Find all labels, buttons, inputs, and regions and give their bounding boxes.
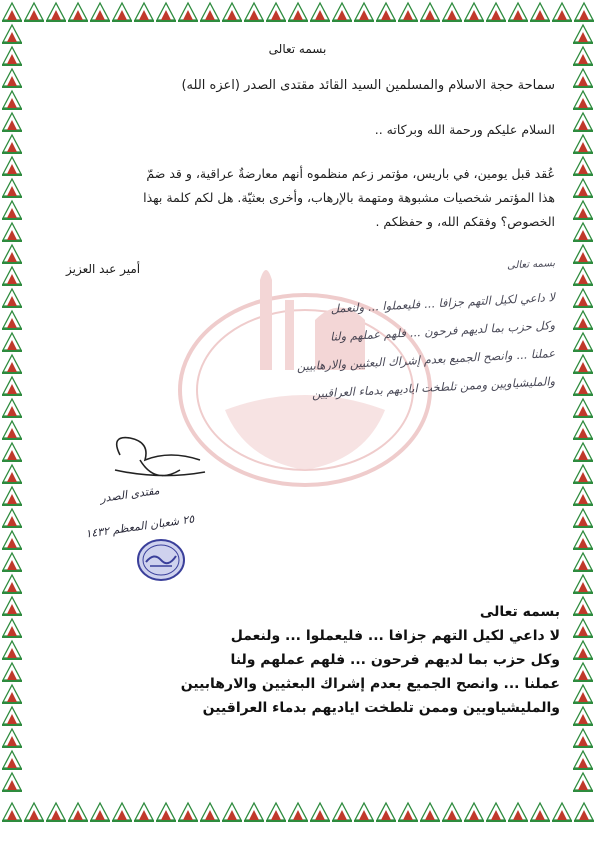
border-motif (2, 465, 22, 484)
border-motif (134, 803, 154, 822)
border-motif (156, 3, 176, 22)
border-motif (2, 113, 22, 132)
page-border-top (0, 0, 595, 24)
border-motif (573, 311, 593, 330)
border-motif (2, 311, 22, 330)
border-motif (573, 157, 593, 176)
border-motif (464, 803, 484, 822)
border-motif (573, 399, 593, 418)
border-motif (464, 3, 484, 22)
border-motif (2, 553, 22, 572)
border-motif (288, 803, 308, 822)
handwritten-line: بسمه تعالى (506, 258, 556, 272)
border-motif (573, 575, 593, 594)
signature-date: ٢٥ شعبان المعظم ١٤٣٢ (84, 512, 196, 541)
border-motif (573, 597, 593, 616)
border-motif (2, 641, 22, 660)
border-motif (442, 803, 462, 822)
border-motif (573, 531, 593, 550)
seal-stamp (136, 538, 186, 582)
border-motif (2, 707, 22, 726)
border-motif (2, 157, 22, 176)
border-motif (332, 3, 352, 22)
handwritten-line: عملنا ... وانصح الجميع بعدم إشراك البعثيين والارهابيين (296, 346, 556, 374)
border-motif (573, 355, 593, 374)
border-motif (2, 663, 22, 682)
border-motif (332, 803, 352, 822)
border-motif (2, 245, 22, 264)
letter-sender: أمير عبد العزيز (66, 262, 141, 276)
border-motif (573, 443, 593, 462)
border-motif (112, 3, 132, 22)
border-motif (573, 201, 593, 220)
border-motif (442, 3, 462, 22)
border-motif (573, 245, 593, 264)
border-motif (178, 3, 198, 22)
letter-body-line: عُقد قبل يومين، في باريس، مؤتمر زعم منظموه أنهم معارضةٌ عراقية، و قد ضمّ (146, 166, 555, 181)
border-motif (573, 487, 593, 506)
border-motif (2, 179, 22, 198)
border-motif (2, 751, 22, 770)
border-motif (2, 685, 22, 704)
border-motif (573, 289, 593, 308)
border-motif (552, 803, 572, 822)
letter-greeting: السلام عليكم ورحمة الله وبركاته .. (374, 122, 555, 137)
border-motif (2, 399, 22, 418)
border-motif (24, 3, 44, 22)
border-motif (573, 91, 593, 110)
border-motif (178, 803, 198, 822)
border-motif (46, 803, 66, 822)
border-motif (354, 803, 374, 822)
border-motif (573, 223, 593, 242)
border-motif (573, 267, 593, 286)
handwritten-line: وكل حزب بما لديهم فرحون ... فلهم عملهم ولنا (329, 318, 556, 344)
border-motif (376, 3, 396, 22)
border-motif (68, 803, 88, 822)
border-motif (573, 729, 593, 748)
border-motif (573, 113, 593, 132)
border-motif (420, 3, 440, 22)
border-motif (2, 509, 22, 528)
border-motif (222, 3, 242, 22)
border-motif (112, 803, 132, 822)
border-motif (46, 3, 66, 22)
border-motif (530, 3, 550, 22)
border-motif (244, 803, 264, 822)
page-border-bottom (0, 800, 595, 824)
border-motif (2, 223, 22, 242)
border-motif (90, 803, 110, 822)
border-motif (573, 333, 593, 352)
border-motif (573, 465, 593, 484)
border-motif (398, 803, 418, 822)
border-motif (2, 135, 22, 154)
handwritten-line: لا داعي لكيل التهم جزافا ... فليعملوا ... ولنعمل (330, 290, 556, 316)
border-motif (354, 3, 374, 22)
border-motif (573, 509, 593, 528)
border-motif (2, 69, 22, 88)
border-motif (573, 685, 593, 704)
border-motif (398, 3, 418, 22)
border-motif (420, 803, 440, 822)
border-motif (2, 91, 22, 110)
border-motif (376, 803, 396, 822)
letter-basmala: بسمه تعالى (268, 42, 327, 56)
border-motif (486, 3, 506, 22)
border-motif (573, 663, 593, 682)
transcript-line: وكل حزب بما لديهم فرحون ... فلهم عملهم ولنا (230, 652, 560, 668)
border-motif (2, 729, 22, 748)
border-motif (90, 3, 110, 22)
transcript-line: لا داعي لكيل التهم جزافا ... فليعملوا ... ولنعمل (230, 628, 560, 644)
border-motif (2, 487, 22, 506)
border-motif (573, 135, 593, 154)
border-motif (573, 751, 593, 770)
border-motif (573, 553, 593, 572)
transcript-block (40, 600, 560, 720)
border-motif (508, 803, 528, 822)
handwritten-line: والمليشياويين وممن تلطخت اياديهم بدماء العراقيين (311, 374, 556, 401)
border-motif (2, 333, 22, 352)
border-motif (156, 803, 176, 822)
border-motif (2, 575, 22, 594)
page-footer-blank (0, 824, 595, 842)
border-motif (266, 803, 286, 822)
border-motif (486, 803, 506, 822)
border-motif (310, 803, 330, 822)
border-motif (2, 597, 22, 616)
border-motif (573, 69, 593, 88)
transcript-line: عملنا ... وانصح الجميع بعدم إشراك البعثيين والارهابيين (180, 676, 560, 692)
border-motif (2, 377, 22, 396)
letter-body (40, 162, 555, 234)
border-motif (573, 773, 593, 792)
border-motif (2, 201, 22, 220)
border-motif (2, 773, 22, 792)
letter-body-line: هذا المؤتمر شخصيات مشبوهة ومتهمة بالإرهاب، وأخرى بعثيّة. هل لكم كلمة بهذا (143, 190, 555, 205)
border-motif (552, 3, 572, 22)
border-motif (134, 3, 154, 22)
page-border-left (0, 0, 24, 824)
border-motif (310, 3, 330, 22)
border-motif (2, 289, 22, 308)
border-motif (68, 3, 88, 22)
border-motif (573, 377, 593, 396)
transcript-line: والمليشياويين وممن تلطخت اياديهم بدماء العراقيين (202, 700, 560, 716)
letter-body-line: الخصوص؟ وفقكم الله، و حفظكم . (375, 214, 555, 229)
border-motif (222, 803, 242, 822)
border-motif (2, 355, 22, 374)
page-border-right (571, 0, 595, 824)
border-motif (530, 803, 550, 822)
signature-scribble (100, 430, 210, 490)
border-motif (573, 421, 593, 440)
signature-name: مقتدى الصدر (99, 483, 161, 506)
border-motif (508, 3, 528, 22)
border-motif (200, 803, 220, 822)
border-motif (2, 531, 22, 550)
border-motif (24, 803, 44, 822)
border-motif (573, 179, 593, 198)
border-motif (200, 3, 220, 22)
border-motif (573, 641, 593, 660)
border-motif (573, 619, 593, 638)
transcript-line: بسمه تعالى (479, 604, 560, 620)
border-motif (2, 267, 22, 286)
border-motif (573, 707, 593, 726)
border-motif (2, 421, 22, 440)
border-motif (266, 3, 286, 22)
border-motif (2, 619, 22, 638)
border-motif (2, 443, 22, 462)
border-motif (288, 3, 308, 22)
border-motif (244, 3, 264, 22)
letter-addressee: سماحة حجة الاسلام والمسلمين السيد القائد مقتدى الصدر (اعزه الله) (181, 78, 555, 93)
